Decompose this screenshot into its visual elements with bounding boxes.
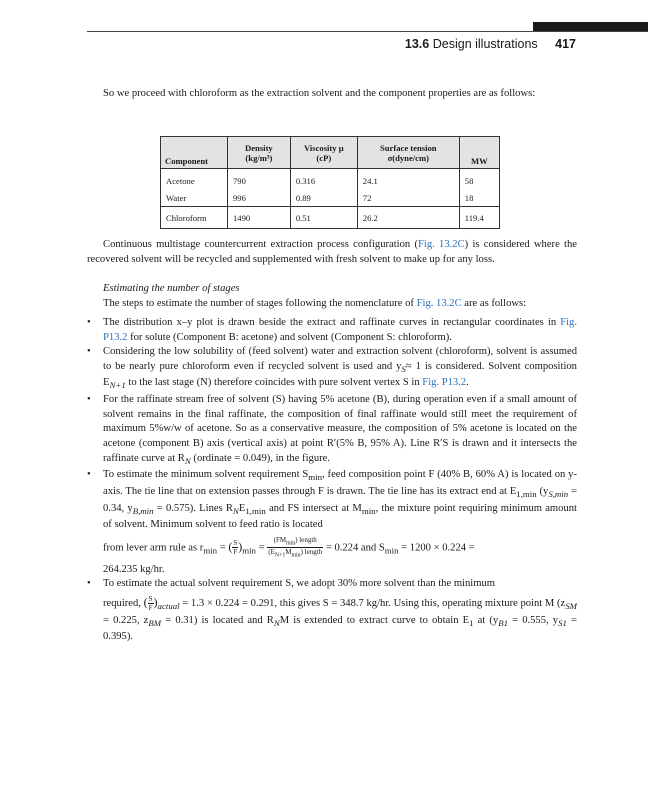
cell-tension: 26.2 bbox=[357, 207, 459, 229]
col-component: Component bbox=[161, 137, 228, 169]
process-paragraph: Continuous multistage countercurrent extraction process configuration (Fig. 13.2C) is considered where the recovered solvent will be recycled and supplemented with fresh solvent to make up for any loss. bbox=[87, 239, 577, 265]
cell-viscosity: 0.316 bbox=[290, 169, 357, 190]
list-item: • The distribution x–y plot is drawn beside the extract and raffinate curves in rectangular coordinates in Fig. P13.2 for solute (Component B: acetone) and solvent (Component S: chloroform). bbox=[87, 317, 577, 343]
component-properties-table bbox=[160, 136, 500, 229]
figure-link[interactable]: Fig. P13.2 bbox=[422, 377, 467, 389]
section-title: Design illustrations bbox=[432, 37, 538, 51]
figure-link[interactable]: Fig. 13.2C bbox=[418, 239, 465, 250]
table-header-row bbox=[161, 137, 500, 169]
cell-mw: 58 bbox=[459, 169, 499, 190]
list-item: • To estimate the minimum solvent requirement $S_{min}$, feed composition point F (40% B, 60% A) is located on y-axis. The tie line that on extension passes through F is drawn. The tie line has its extract end at $E_{1,min}$ ($y_{S,min} = 0.34$, $y_{B,min} = 0.575$). Lines $R_NE_{1,min}$ and FS intersect at $M_{min}$, the mixture point requiring minimum amount of solvent. Minimum solvent to feed ratio is located from lever arm rule as $r_{min}$ = ( $\frac{S}{F}$ )$_{min}$ = $\frac{(FM_{min}) length}{(E_{N+1}M_{min}) length}$ = 0.224 and $S_{min} = 1200 \times 0.224$ = 264.235 kg/hr. bbox=[87, 469, 577, 575]
steps-list bbox=[87, 316, 577, 648]
steps-intro: The steps to estimate the number of stages following the nomenclature of Fig. 13.2C are as follows: bbox=[103, 298, 527, 309]
table-row bbox=[161, 207, 500, 229]
cell-mw: 18 bbox=[459, 189, 499, 207]
intro-paragraph: So we proceed with chloroform as the extraction solvent and the component properties are as follows: bbox=[103, 88, 536, 99]
cell-tension: 24.1 bbox=[357, 169, 459, 190]
table-row bbox=[161, 169, 500, 190]
running-head bbox=[405, 37, 576, 51]
section-number: 13.6 bbox=[404, 37, 430, 51]
col-surface-tension: Surface tension σ(dyne/cm) bbox=[357, 137, 459, 169]
header-rule bbox=[87, 31, 648, 32]
list-item: • Considering the low solubility of (feed solvent) water and extraction solvent (chloroform), solvent is assumed to be nearly pure chloroform even if recycled solvent is used and $y_S\approx 1$ is considered. Solvent composition $E_{N+1}$ to the last stage (N) therefore coincides with pure solvent vertex S in Fig. P13.2. bbox=[87, 346, 577, 391]
cell-mw: 119.4 bbox=[459, 207, 499, 229]
cell-component: Acetone bbox=[161, 169, 228, 190]
list-item: • For the raffinate stream free of solvent (S) having 5% acetone (B), during operation even if a small amount of solvent remains in the final raffinate, the composition of final raffinate would still meet the requirement of maximum 5%w/w of acetone. So as a conservative measure, the composition of 5% acetone is located on the acetone (component B) axis (vertical axis) at point R′(5% B, 95% A). Line R′S is drawn and it intersects the raffinate curve at $R_N$ (ordinate = 0.049), in the figure. bbox=[87, 394, 577, 466]
cell-density: 996 bbox=[227, 189, 290, 207]
cell-viscosity: 0.51 bbox=[290, 207, 357, 229]
cell-tension: 72 bbox=[357, 189, 459, 207]
header-black-bar bbox=[533, 22, 648, 31]
subheading: Estimating the number of stages bbox=[103, 283, 240, 294]
lever-arm-equation: from lever arm rule as $r_{min}$ = ( $\frac{S}{F}$ )$_{min}$ = $\frac{(FM_{min}) length}{(E_{N+1}M_{min}) length}$ = 0.224 and $S_{min} = 1200 \times 0.224$ = bbox=[103, 535, 475, 559]
table-row bbox=[161, 189, 500, 207]
figure-link[interactable]: Fig. P13.2 bbox=[103, 317, 577, 343]
cell-density: 1490 bbox=[227, 207, 290, 229]
list-item: • To estimate the actual solvent requirement S, we adopt 30% more solvent than the minimum required, ( $\frac{S}{F}$ )$_{actual} = 1.3 \times 0.224 = 0.291$, this gives S = 348.7 kg/hr. Using this, operating mixture point M ($z_{SM} = 0.225$, $z_{BM} = 0.31$) is located and $R_NM$ is extended to extract curve to obtain $E_1$ at ($y_{B1} = 0.555$, $y_{S1} = 0.395$). bbox=[87, 578, 578, 643]
col-viscosity: Viscosity μ (cP) bbox=[290, 137, 357, 169]
cell-component: Chloroform bbox=[161, 207, 228, 229]
col-density: Density (kg/m³) bbox=[227, 137, 290, 169]
page-number: 417 bbox=[555, 37, 576, 51]
cell-viscosity: 0.89 bbox=[290, 189, 357, 207]
cell-component: Water bbox=[161, 189, 228, 207]
figure-link[interactable]: Fig. 13.2C bbox=[416, 298, 462, 309]
col-mw: MW bbox=[459, 137, 499, 169]
cell-density: 790 bbox=[227, 169, 290, 190]
